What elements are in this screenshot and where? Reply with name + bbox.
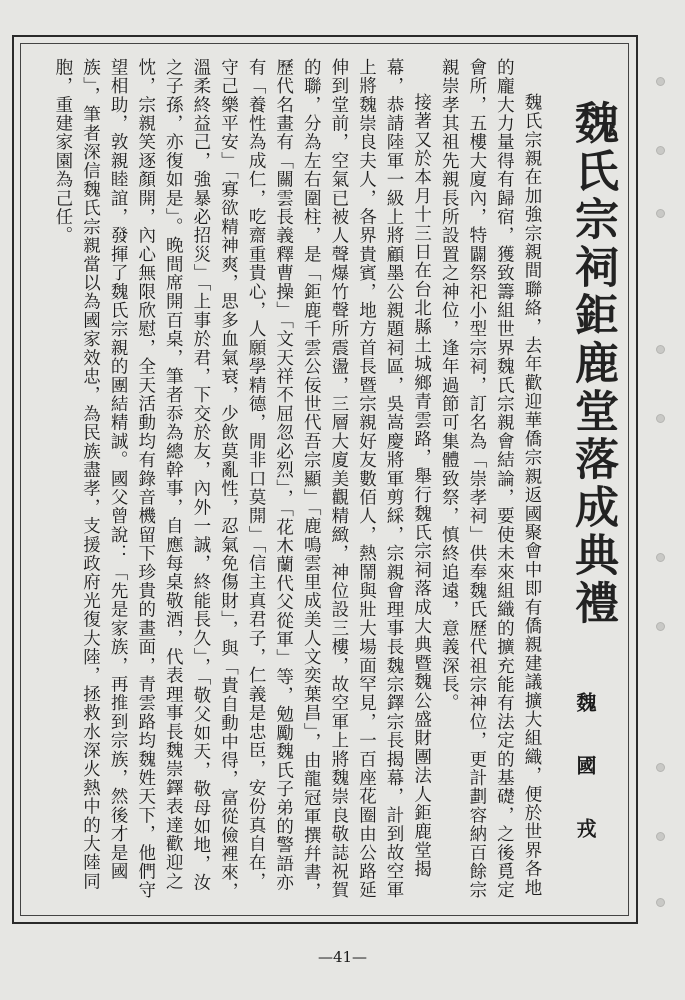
binding-hole bbox=[656, 832, 665, 841]
binding-hole bbox=[656, 77, 665, 86]
binding-hole bbox=[656, 622, 665, 631]
article-body bbox=[52, 58, 545, 908]
article-paragraph-1: 魏氏宗親在加強宗親間聯絡，去年歡迎華僑宗親返國聚會中即有僑親建議擴大組織，便於世界各地的龐大力量得有歸宿，獲致籌組世界魏氏宗親會結論，要使未來組織的擴充能有法定的基礎，之後覓定會所，五樓大廈內，特闢祭祀小型宗祠，訂名為「崇孝祠」供奉魏氏歷代祖宗神位，更計劃容納百餘宗親崇孝其祖先親長所設置之神位，逢年過節可集體致祭，慎終追遠，意義深長。 bbox=[439, 58, 542, 900]
article-paragraph-2: 接著又於本月十三日在台北縣土城鄉青雲路，舉行魏氏宗祠落成大典暨魏公盛財團法人鉅鹿堂揭幕，恭請陸軍一級上將顧墨公親題祠區，吳嵩慶將軍剪綵，宗親會理事長魏宗鐸宗長揭幕，計到故空軍上將魏崇良夫人，各界貴賓，地方首長暨宗親好友數佰人，熱鬧與壯大場面罕見，一百座花圈由公路延伸到堂前，空氣已被人聲爆竹聲所震盪，三層大廈美觀精緻，神位設三樓，故空軍上將魏崇良敬誌祝賀的聯，分為左右圍柱，是「鉅鹿千雲公佞世代吾宗顯」「鹿鳴雲里成美人文奕葉昌」，由龍冠軍撰幷書，歷代名畫有「關雲長義釋曹操」「文天祥不屈忽必烈」，「花木蘭代父從軍」等，勉勵魏氏子弟的警語亦有「養性為成仁，吃齋重貴心，人願學精德，閒非口莫開」「信主真君子，仁義是忠臣，安份真自在，守己樂平安」「寡欲精神爽，思多血氣衰，少飲莫亂性，忍氣免傷財」，與「貴自動中得，富從儉裡來，溫柔終益己，強暴必招災」「上事於君，下交於友，內外一誠，終能長久」，「敬父如天，敬母如地，汝之子孫，亦復如是」。晚間席開百桌，筆者忝為總幹事，自應每桌敬酒，代表理事長魏崇鐸表達歡迎之忱，宗親笑逐顏開，內心無限欣慰，全天活動均有錄音機留下珍貴的畫面，青雲路均魏姓天下，他們守望相助，敦親睦誼，發揮了魏氏宗親的團結精誠。國父曾說：「先是家族，再推到宗族，然後才是國族」，筆者深信魏氏宗親當以為國家效忠，為民族盡孝，支援政府光復大陸，拯救水深火熱中的大陸同胞，重建家園為己任。 bbox=[52, 58, 432, 901]
binding-hole bbox=[656, 553, 665, 562]
binding-hole bbox=[656, 209, 665, 218]
binding-hole bbox=[656, 146, 665, 155]
binding-hole bbox=[656, 763, 665, 772]
binding-hole bbox=[656, 898, 665, 907]
article-title: 魏氏宗祠鉅鹿堂落成典禮 bbox=[567, 100, 618, 628]
binding-hole bbox=[656, 414, 665, 423]
author-name: 魏 國 戎 bbox=[573, 692, 597, 856]
binding-hole bbox=[656, 345, 665, 354]
page-number: —41— bbox=[317, 948, 368, 966]
